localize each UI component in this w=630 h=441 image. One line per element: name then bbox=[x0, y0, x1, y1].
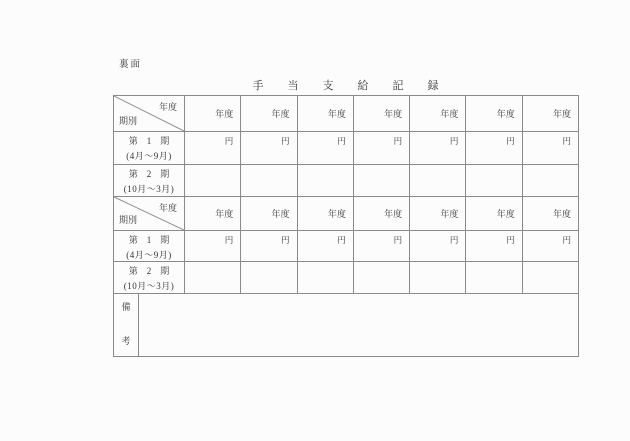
year-column-header: 年度 bbox=[298, 197, 354, 231]
year-column-header: 年度 bbox=[241, 96, 297, 132]
document-title: 手当支給記録 bbox=[252, 80, 463, 92]
year-column-header: 年度 bbox=[523, 96, 579, 132]
period-row-header bbox=[114, 165, 185, 197]
period-name: 第 2 期 bbox=[128, 169, 170, 179]
year-column-header: 年度 bbox=[185, 96, 241, 132]
allowance-record-table bbox=[113, 95, 579, 357]
period-months: (4月～9月) bbox=[126, 250, 172, 260]
period-name: 第 1 期 bbox=[128, 235, 170, 245]
year-axis-label: 年度 bbox=[158, 102, 177, 112]
amount-cell bbox=[410, 165, 466, 197]
amount-cell bbox=[354, 165, 410, 197]
remarks-label-cell bbox=[114, 294, 139, 357]
amount-cell bbox=[241, 165, 297, 197]
amount-cell bbox=[185, 262, 241, 294]
remarks-content-cell bbox=[139, 294, 579, 357]
amount-cell: 円 bbox=[466, 231, 522, 262]
year-column-header: 年度 bbox=[298, 96, 354, 132]
year-column-header: 年度 bbox=[241, 197, 297, 231]
period-row-header bbox=[114, 262, 185, 294]
amount-cell bbox=[298, 262, 354, 294]
amount-cell bbox=[466, 262, 522, 294]
amount-cell bbox=[410, 262, 466, 294]
amount-cell: 円 bbox=[185, 132, 241, 165]
amount-cell: 円 bbox=[298, 231, 354, 262]
amount-cell: 円 bbox=[354, 132, 410, 165]
period-row-header bbox=[114, 231, 185, 262]
year-column-header: 年度 bbox=[466, 197, 522, 231]
period-months: (10月～3月) bbox=[123, 184, 175, 194]
amount-cell: 円 bbox=[410, 231, 466, 262]
amount-cell bbox=[354, 262, 410, 294]
side-label: 裏面 bbox=[119, 60, 143, 70]
amount-cell bbox=[523, 262, 579, 294]
period-axis-label: 期別 bbox=[119, 116, 138, 126]
amount-cell: 円 bbox=[466, 132, 522, 165]
amount-cell: 円 bbox=[354, 231, 410, 262]
amount-cell: 円 bbox=[523, 132, 579, 165]
year-column-header: 年度 bbox=[354, 96, 410, 132]
period-name: 第 2 期 bbox=[128, 266, 170, 276]
amount-cell bbox=[298, 165, 354, 197]
period-name: 第 1 期 bbox=[128, 136, 170, 146]
period-year-corner-cell bbox=[114, 96, 185, 132]
amount-cell: 円 bbox=[241, 132, 297, 165]
remarks-label-bottom: 考 bbox=[121, 336, 131, 346]
period-axis-label: 期別 bbox=[119, 215, 138, 225]
amount-cell: 円 bbox=[410, 132, 466, 165]
amount-cell: 円 bbox=[185, 231, 241, 262]
period-row-header bbox=[114, 132, 185, 165]
year-axis-label: 年度 bbox=[158, 203, 177, 213]
period-months: (10月～3月) bbox=[123, 281, 175, 291]
year-column-header: 年度 bbox=[466, 96, 522, 132]
amount-cell: 円 bbox=[298, 132, 354, 165]
year-column-header: 年度 bbox=[354, 197, 410, 231]
amount-cell bbox=[523, 165, 579, 197]
year-column-header: 年度 bbox=[410, 96, 466, 132]
amount-cell: 円 bbox=[523, 231, 579, 262]
year-column-header: 年度 bbox=[185, 197, 241, 231]
period-year-corner-cell bbox=[114, 197, 185, 231]
amount-cell: 円 bbox=[241, 231, 297, 262]
period-months: (4月～9月) bbox=[126, 151, 172, 161]
year-column-header: 年度 bbox=[410, 197, 466, 231]
remarks-label-top: 備 bbox=[121, 302, 131, 312]
amount-cell bbox=[241, 262, 297, 294]
amount-cell bbox=[185, 165, 241, 197]
amount-cell bbox=[466, 165, 522, 197]
year-column-header: 年度 bbox=[523, 197, 579, 231]
